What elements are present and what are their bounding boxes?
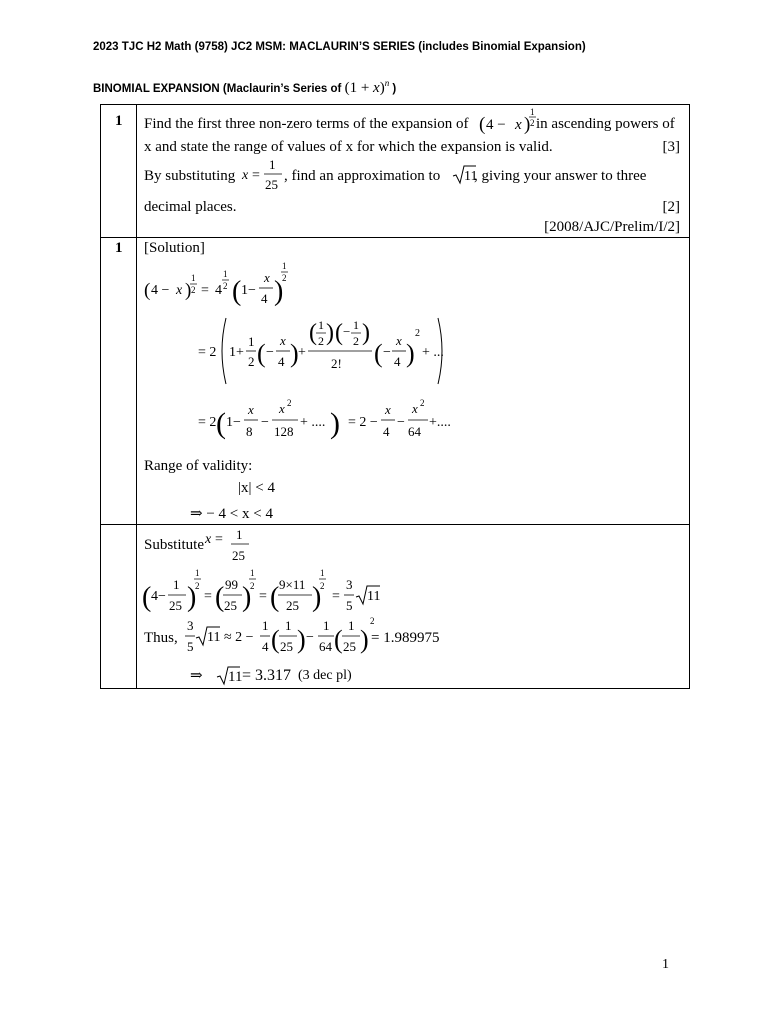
svg-text:(: ( — [144, 280, 151, 301]
svg-text:4: 4 — [215, 283, 222, 298]
question-line-2: x and state the range of values of x for which the expansion is valid. — [144, 139, 553, 155]
svg-text:5: 5 — [346, 598, 353, 613]
svg-text:64: 64 — [408, 424, 421, 439]
svg-text:x: x — [264, 270, 270, 285]
svg-text:1: 1 — [353, 318, 359, 332]
svg-text:4: 4 — [261, 291, 268, 306]
svg-text:): ) — [406, 339, 415, 368]
svg-text:8: 8 — [246, 424, 253, 439]
approximation-value: = 1.989975 — [371, 630, 440, 646]
svg-text:x: x — [248, 402, 254, 417]
svg-text:1: 1 — [269, 157, 276, 172]
svg-text:1: 1 — [282, 261, 287, 271]
svg-text:x: x — [205, 532, 212, 547]
svg-text:4−: 4− — [151, 589, 166, 604]
svg-text:+: + — [298, 345, 306, 360]
svg-text:2: 2 — [195, 581, 200, 591]
svg-text:2: 2 — [287, 398, 292, 408]
svg-text:2: 2 — [420, 398, 425, 408]
svg-text:1: 1 — [262, 618, 269, 633]
question-line-3b: , find an approximation to — [284, 168, 441, 184]
svg-text:4: 4 — [383, 424, 390, 439]
svg-text:2: 2 — [530, 118, 535, 128]
svg-text:4: 4 — [262, 639, 269, 654]
table-border-right — [689, 104, 690, 689]
svg-text:3: 3 — [187, 618, 194, 633]
solution-label: [Solution] — [144, 240, 205, 256]
page-number: 1 — [662, 957, 669, 972]
svg-text:−: − — [343, 324, 351, 339]
svg-text:=: = — [252, 168, 260, 183]
svg-text:): ) — [297, 625, 306, 654]
svg-text:): ) — [187, 582, 197, 613]
svg-text:−: − — [397, 415, 405, 430]
table-border-left — [100, 104, 101, 689]
svg-text:=: = — [201, 283, 209, 298]
question-line-1a: Find the first three non-zero terms of the expansion of — [144, 116, 469, 132]
svg-text:128: 128 — [274, 424, 294, 439]
svg-text:1: 1 — [285, 618, 292, 633]
svg-text:): ) — [524, 114, 531, 135]
expansion-working — [140, 256, 470, 448]
svg-text:4: 4 — [278, 354, 285, 369]
svg-text:1: 1 — [348, 618, 355, 633]
svg-text:2: 2 — [370, 616, 375, 626]
svg-text:=: = — [259, 589, 267, 604]
range-label: Range of validity: — [144, 458, 253, 474]
svg-text:2: 2 — [191, 285, 196, 295]
svg-text:1: 1 — [323, 618, 330, 633]
svg-text:9×11: 9×11 — [279, 577, 306, 592]
svg-text:=: = — [204, 589, 212, 604]
svg-text:= 2: = 2 — [198, 415, 217, 430]
svg-text:1: 1 — [195, 568, 200, 578]
section-title: BINOMIAL EXPANSION (Maclaurin’s Series of $(1 + x)^n$ ) — [93, 78, 397, 96]
svg-text:−: − — [266, 345, 274, 360]
svg-text:−: − — [383, 345, 391, 360]
svg-text:25: 25 — [343, 639, 356, 654]
svg-text:=: = — [215, 532, 223, 547]
svg-text:+....: +.... — [429, 415, 451, 430]
svg-text:): ) — [312, 582, 322, 613]
svg-text:2: 2 — [320, 581, 325, 591]
sqrt-11-question — [452, 163, 476, 185]
svg-text:25: 25 — [286, 598, 299, 613]
substitute-fraction — [205, 526, 253, 564]
svg-text:4: 4 — [394, 354, 401, 369]
svg-text:≈ 2 −: ≈ 2 − — [224, 630, 254, 645]
svg-text:x: x — [412, 401, 418, 416]
svg-text:1+: 1+ — [229, 345, 244, 360]
question-source: [2008/AJC/Prelim/I/2] — [544, 219, 680, 235]
substitute-label: Substitute — [144, 537, 205, 553]
question-line-4: decimal places. — [144, 199, 237, 215]
svg-text:1: 1 — [236, 527, 243, 542]
svg-text:2: 2 — [353, 334, 359, 348]
question-marks-1: [3] — [662, 139, 680, 155]
svg-text:64: 64 — [319, 639, 332, 654]
svg-text:x: x — [280, 333, 286, 348]
svg-text:(: ( — [334, 625, 343, 654]
svg-text:x: x — [176, 283, 183, 298]
question-expression — [479, 105, 539, 135]
svg-text:+ ...: + ... — [422, 345, 444, 360]
svg-text:11: 11 — [464, 169, 478, 184]
svg-text:(: ( — [271, 625, 280, 654]
svg-text:2: 2 — [250, 581, 255, 591]
range-line-1: |x| < 4 — [238, 480, 275, 496]
substitution-fraction — [242, 156, 286, 194]
final-note: (3 dec pl) — [298, 668, 352, 683]
svg-text:): ) — [185, 280, 192, 301]
table-column-divider — [136, 104, 137, 689]
thus-label: Thus, — [144, 630, 178, 646]
svg-text:1−: 1− — [241, 283, 256, 298]
svg-text:1: 1 — [223, 269, 228, 279]
svg-text:2: 2 — [318, 334, 324, 348]
svg-text:4 −: 4 − — [486, 117, 506, 133]
svg-text:1: 1 — [318, 318, 324, 332]
svg-text:(: ( — [309, 320, 317, 346]
svg-text:(: ( — [216, 407, 226, 440]
svg-text:): ) — [360, 625, 369, 654]
svg-text:1: 1 — [320, 568, 325, 578]
svg-text:(: ( — [374, 339, 383, 368]
range-line-2: ⇒ − 4 < x < 4 — [190, 506, 273, 522]
svg-text:=: = — [332, 589, 340, 604]
svg-text:1: 1 — [530, 107, 535, 117]
svg-text:25: 25 — [280, 639, 293, 654]
question-number: 1 — [115, 113, 123, 129]
svg-text:): ) — [290, 339, 299, 368]
document-header: 2023 TJC H2 Math (9758) JC2 MSM: MACLAURIN’S SERIES (includes Binomial Expansion) — [93, 41, 586, 53]
table-row-divider-1 — [100, 237, 690, 238]
svg-text:): ) — [242, 582, 252, 613]
svg-text:): ) — [330, 407, 340, 440]
svg-text:2: 2 — [282, 273, 287, 283]
svg-text:5: 5 — [187, 639, 194, 654]
svg-text:(: ( — [270, 582, 280, 613]
svg-text:2: 2 — [415, 328, 420, 339]
svg-text:1−: 1− — [226, 415, 241, 430]
question-line-3a: By substituting — [144, 168, 236, 184]
svg-text:11: 11 — [367, 589, 381, 604]
svg-text:−: − — [306, 630, 314, 645]
table-row-divider-2 — [100, 524, 690, 525]
svg-text:25: 25 — [224, 598, 237, 613]
question-line-3c: , giving your answer to three — [474, 168, 647, 184]
svg-text:11: 11 — [228, 669, 243, 685]
svg-text:(: ( — [257, 339, 266, 368]
svg-text:2: 2 — [223, 281, 228, 291]
svg-text:x: x — [385, 402, 391, 417]
svg-text:x: x — [515, 117, 522, 133]
svg-text:1: 1 — [250, 568, 255, 578]
svg-text:11: 11 — [207, 630, 221, 645]
svg-text:x: x — [396, 333, 402, 348]
sqrt-11-answer — [216, 664, 243, 686]
solution-number: 1 — [115, 240, 123, 256]
svg-text:(: ( — [142, 582, 152, 613]
svg-text:): ) — [362, 320, 370, 346]
svg-text:(: ( — [215, 582, 225, 613]
svg-text:(: ( — [232, 276, 242, 307]
svg-text:4 −: 4 − — [151, 283, 170, 298]
svg-text:= 2: = 2 — [198, 345, 217, 360]
final-implies-arrow: ⇒ — [190, 668, 203, 684]
svg-text:25: 25 — [169, 598, 182, 613]
svg-text:(: ( — [479, 114, 486, 135]
final-answer: = 3.317 — [242, 667, 292, 684]
svg-text:(: ( — [335, 320, 343, 346]
table-border-bottom — [100, 688, 690, 689]
svg-text:x: x — [279, 401, 285, 416]
svg-text:1: 1 — [248, 334, 255, 349]
section-expression: $(1 + x)^n$ — [344, 78, 390, 96]
question-line-1b: in ascending powers of — [536, 116, 675, 132]
svg-text:1: 1 — [191, 273, 196, 283]
table-border-top — [100, 104, 690, 105]
svg-text:25: 25 — [232, 548, 245, 563]
svg-text:= 2 −: = 2 − — [348, 415, 378, 430]
svg-text:): ) — [326, 320, 334, 346]
svg-text:x: x — [242, 168, 249, 183]
svg-text:−: − — [261, 415, 269, 430]
svg-text:2!: 2! — [331, 356, 342, 371]
svg-text:+ ....: + .... — [300, 415, 326, 430]
svg-text:3: 3 — [346, 577, 353, 592]
section-title-text: BINOMIAL EXPANSION (Maclaurin’s Series of — [93, 83, 342, 95]
question-marks-2: [2] — [662, 199, 680, 215]
svg-text:1: 1 — [173, 577, 180, 592]
approximation-series — [182, 614, 382, 660]
svg-text:25: 25 — [265, 177, 278, 192]
svg-text:): ) — [274, 276, 284, 307]
svg-text:2: 2 — [248, 354, 255, 369]
svg-text:99: 99 — [225, 577, 238, 592]
